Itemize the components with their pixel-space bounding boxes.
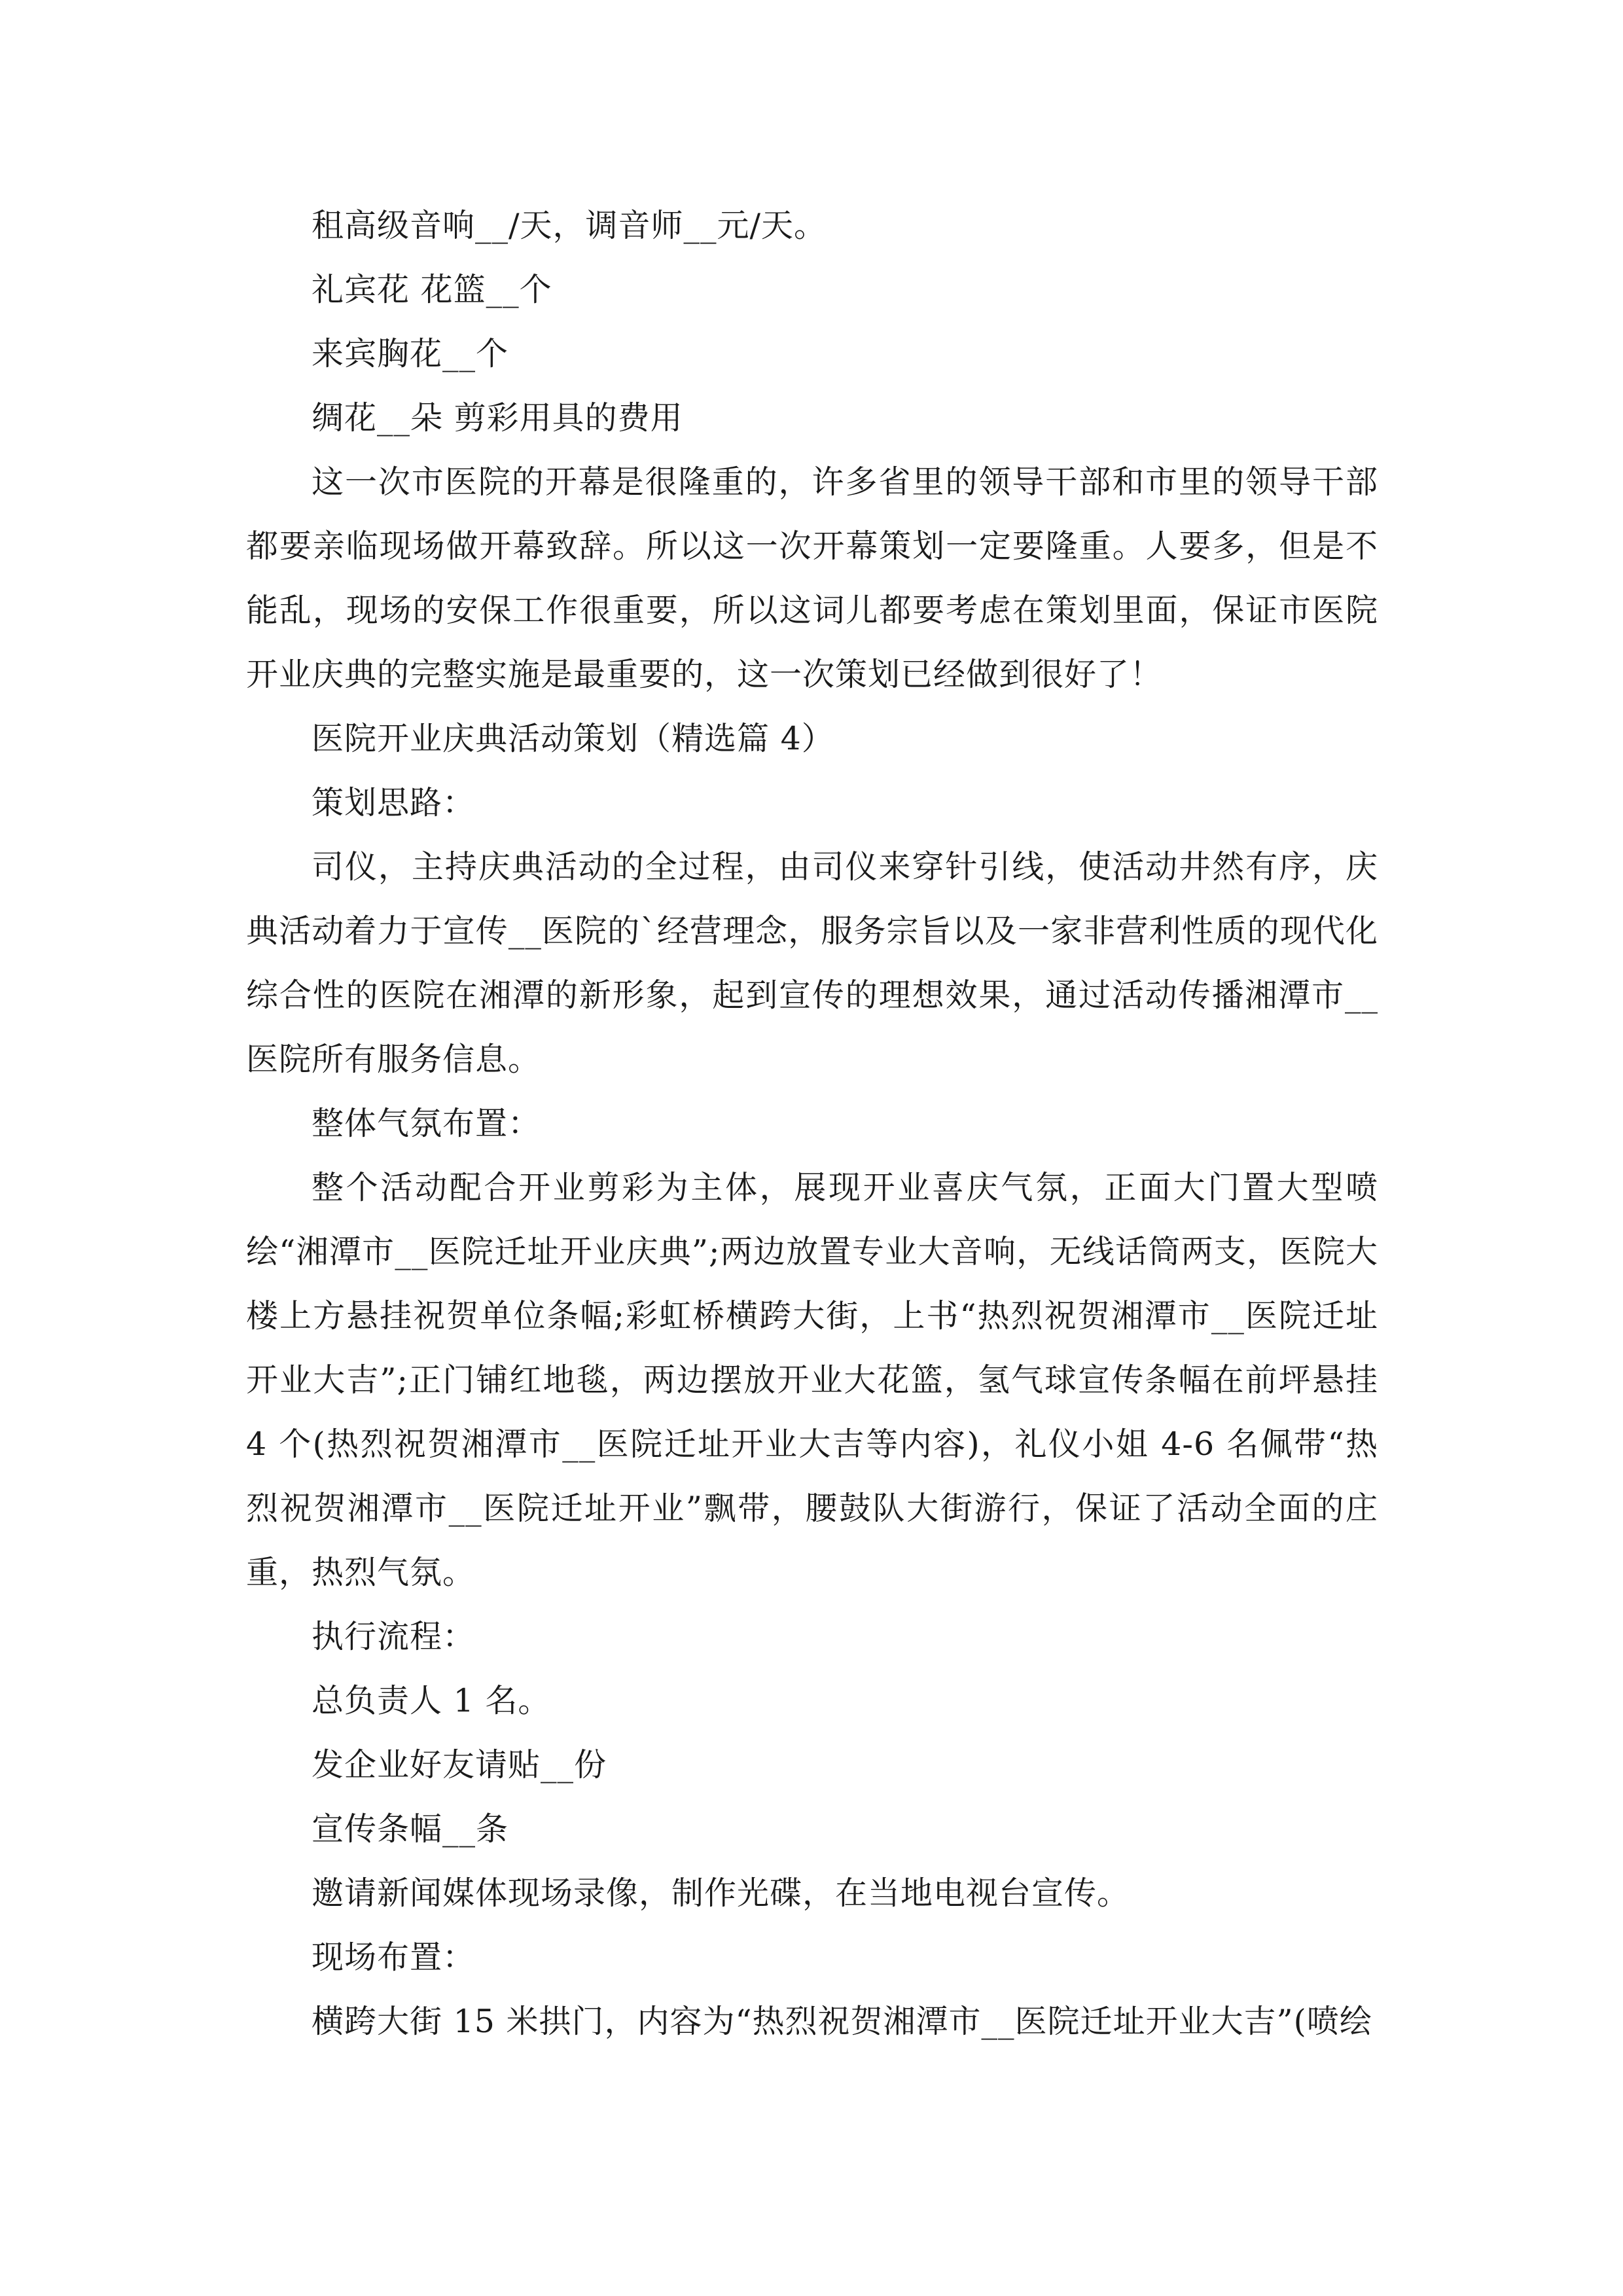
paragraph-banners: 宣传条幅__条 (312, 1810, 509, 1848)
subheading-planning-ideas: 策划思路： (312, 784, 476, 821)
paragraph-host-role: 司仪，主持庆典活动的全过程，由司仪来穿针引线，使活动井然有序，庆典活动着力于宣传__医院的`经营理念，服务宗旨以及一家非营利性质的现代化综合性的医院在湘潭的新形象，起到宣传的理想效果，通过活动传播湘潭市__医院所有服务信息。 (246, 848, 1378, 1078)
paragraph-media: 邀请新闻媒体现场录像，制作光碟，在当地电视台宣传。 (312, 1874, 1130, 1912)
paragraph-opening-summary: 这一次市医院的开幕是很隆重的，许多省里的领导干部和市里的领导干部都要亲临现场做开幕致辞。所以这一次开幕策划一定要隆重。人要多，但是不能乱，现场的安保工作很重要，所以这词儿都要考虑在策划里面，保证市医院开业庆典的完整实施是最重要的，这一次策划已经做到很好了！ (246, 463, 1378, 693)
subheading-site-layout: 现场布置： (312, 1939, 476, 1976)
paragraph-arch: 横跨大街 15 米拱门，内容为“热烈祝贺湘潭市__医院迁址开业大吉”(喷绘 (312, 2003, 1372, 2040)
paragraph-corsages: 来宾胸花__个 (312, 335, 509, 372)
document-body (246, 194, 1389, 2054)
subheading-atmosphere: 整体气氛布置： (312, 1105, 541, 1142)
paragraph-invitations: 发企业好友请贴__份 (312, 1746, 607, 1784)
paragraph-audio-rental: 租高级音响__/天，调音师__元/天。 (312, 207, 827, 244)
paragraph-flower-baskets: 礼宾花 花篮__个 (312, 271, 552, 308)
subheading-execution-flow: 执行流程： (312, 1618, 476, 1655)
paragraph-ribbon-flowers: 绸花__朵 剪彩用具的费用 (312, 399, 683, 437)
paragraph-atmosphere-details: 整个活动配合开业剪彩为主体，展现开业喜庆气氛，正面大门置大型喷绘“湘潭市__医院迁址开业庆典”;两边放置专业大音响，无线话筒两支，医院大楼上方悬挂祝贺单位条幅;彩虹桥横跨大街，上书“热烈祝贺湘潭市__医院迁址开业大吉”;正门铺红地毯，两边摆放开业大花篮，氢气球宣传条幅在前坪悬挂 4 个(热烈祝贺湘潭市__医院迁址开业大吉等内容)，礼仪小姐 4-6 名佩带“热烈祝贺湘潭市__医院迁址开业”飘带，腰鼓队大街游行，保证了活动全面的庄重，热烈气氛。 (246, 1169, 1389, 1591)
paragraph-chief-officer: 总负责人 1 名。 (312, 1682, 551, 1719)
section-heading-part4: 医院开业庆典活动策划（精选篇 4） (312, 720, 834, 757)
